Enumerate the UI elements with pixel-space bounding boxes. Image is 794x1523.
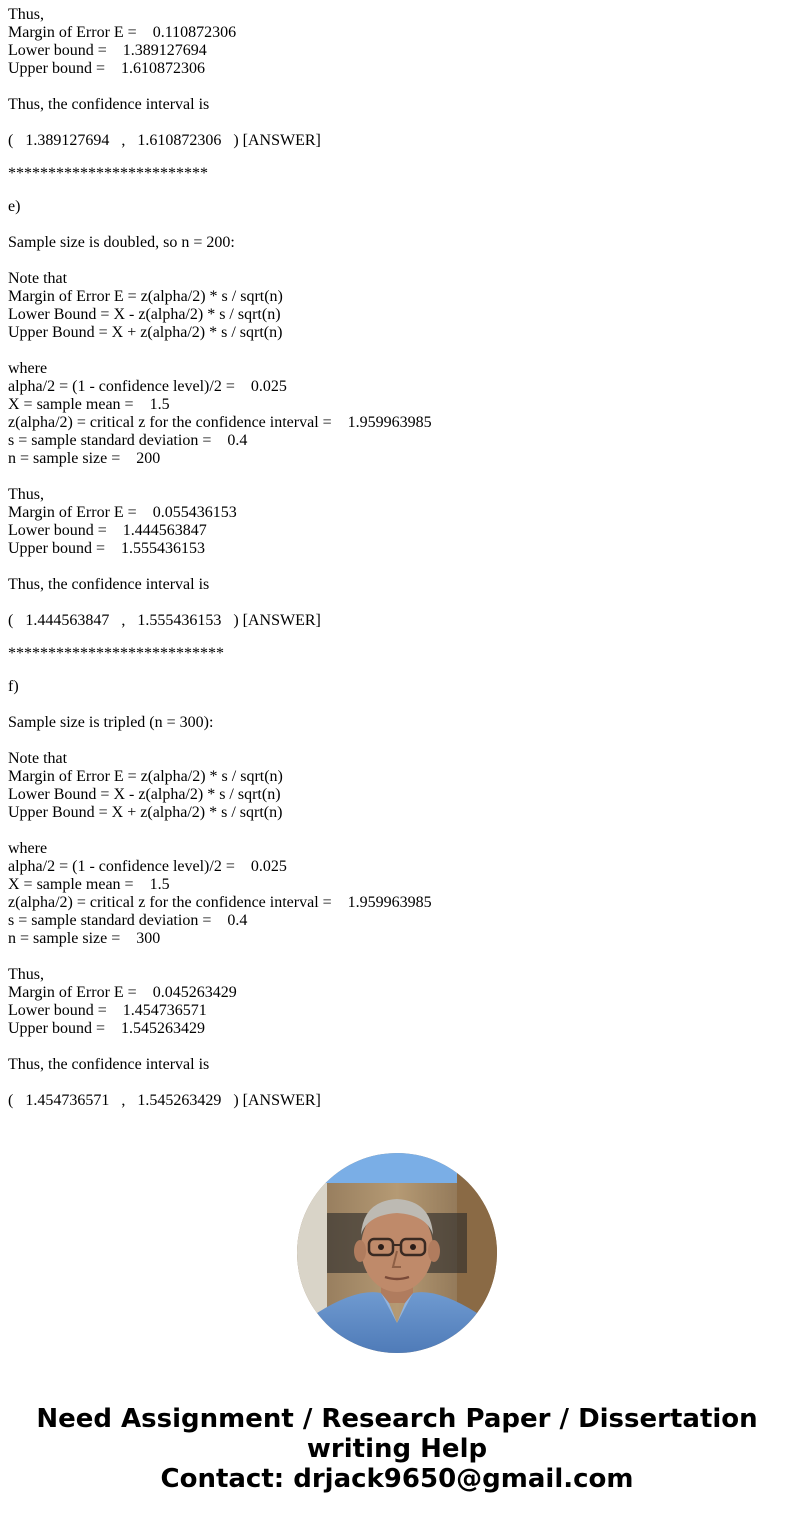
ci-answer-f: ( 1.454736571 , 1.545263429 ) [ANSWER] [8,1092,321,1109]
part-f-statement: Sample size is tripled (n = 300): [8,714,214,731]
part-f-label: f) [8,678,19,695]
note-label-f: Note that [8,750,68,767]
formula-margin-e: Margin of Error E = z(alpha/2) * s / sqrt(n) [8,288,283,305]
sample-size-e: n = sample size = 200 [8,450,161,467]
promo-line-1: Need Assignment / Research Paper / Dissertation [36,1404,758,1434]
margin-of-error-f: Margin of Error E = 0.045263429 [8,984,237,1001]
std-dev-e: s = sample standard deviation = 0.4 [8,432,248,449]
thus-label-e: Thus, [8,486,44,503]
solution-text [8,6,778,1110]
upper-bound-e: Upper bound = 1.555436153 [8,540,206,557]
part-e-label: e) [8,198,21,215]
sample-mean-e: X = sample mean = 1.5 [8,396,170,413]
thus-label: Thus, [8,6,44,23]
ci-intro-d: Thus, the confidence interval is [8,96,210,113]
upper-bound-d: Upper bound = 1.610872306 [8,60,206,77]
lower-bound-f: Lower bound = 1.454736571 [8,1002,207,1019]
margin-of-error-e: Margin of Error E = 0.055436153 [8,504,237,521]
separator-d: ************************* [8,165,208,182]
ci-answer-d: ( 1.389127694 , 1.610872306 ) [ANSWER] [8,132,321,149]
alpha-e: alpha/2 = (1 - confidence level)/2 = 0.025 [8,378,287,395]
promo-line-2: writing Help [306,1434,488,1464]
formula-lower-e: Lower Bound = X - z(alpha/2) * s / sqrt(n) [8,306,281,323]
note-label-e: Note that [8,270,68,287]
ci-intro-f: Thus, the confidence interval is [8,1056,210,1073]
separator-e: *************************** [8,645,224,662]
formula-lower-f: Lower Bound = X - z(alpha/2) * s / sqrt(n) [8,786,281,803]
lower-bound-d: Lower bound = 1.389127694 [8,42,207,59]
sample-size-f: n = sample size = 300 [8,930,161,947]
upper-bound-f: Upper bound = 1.545263429 [8,1020,206,1037]
where-label-e: where [8,360,48,377]
promo-contact: Contact: drjack9650@gmail.com [160,1464,634,1494]
ci-intro-e: Thus, the confidence interval is [8,576,210,593]
formula-upper-e: Upper Bound = X + z(alpha/2) * s / sqrt(n) [8,324,283,341]
alpha-f: alpha/2 = (1 - confidence level)/2 = 0.025 [8,858,287,875]
thus-label-f: Thus, [8,966,44,983]
promo-banner [0,1404,794,1494]
critical-z-f: z(alpha/2) = critical z for the confidence interval = 1.959963985 [8,894,432,911]
where-label-f: where [8,840,48,857]
formula-margin-f: Margin of Error E = z(alpha/2) * s / sqrt(n) [8,768,283,785]
author-photo-icon [297,1153,497,1353]
lower-bound-e: Lower bound = 1.444563847 [8,522,207,539]
formula-upper-f: Upper Bound = X + z(alpha/2) * s / sqrt(n) [8,804,283,821]
sample-mean-f: X = sample mean = 1.5 [8,876,170,893]
margin-of-error-d: Margin of Error E = 0.110872306 [8,24,237,41]
ci-answer-e: ( 1.444563847 , 1.555436153 ) [ANSWER] [8,612,321,629]
part-e-statement: Sample size is doubled, so n = 200: [8,234,235,251]
critical-z-e: z(alpha/2) = critical z for the confidence interval = 1.959963985 [8,414,432,431]
std-dev-f: s = sample standard deviation = 0.4 [8,912,248,929]
